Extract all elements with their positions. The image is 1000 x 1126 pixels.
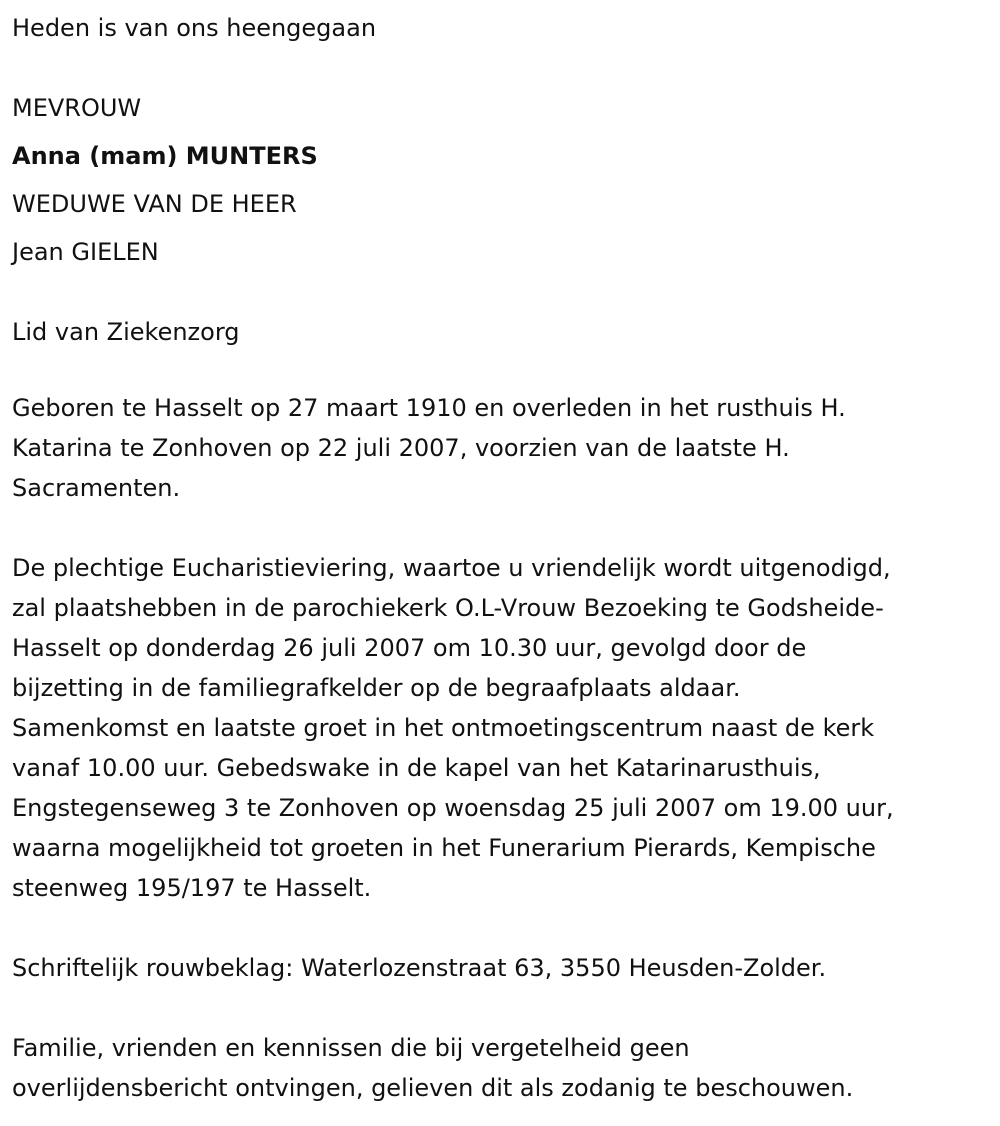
paragraph-line: Sacramenten.: [12, 474, 181, 502]
paragraph-line: steenweg 195/197 te Hasselt.: [12, 874, 372, 902]
paragraph-line: Samenkomst en laatste groet in het ontmoetingscentrum naast de kerk: [12, 714, 875, 742]
paragraph-line: bijzetting in de familiegrafkelder op de begraafplaats aldaar.: [12, 674, 741, 702]
spacer: [12, 276, 992, 308]
spacer: [12, 508, 992, 548]
title-prefix: MEVROUW: [12, 94, 142, 122]
paragraph-line: zal plaatshebben in de parochiekerk O.L-Vrouw Bezoeking te Godsheide-: [12, 594, 884, 622]
paragraph-line: vanaf 10.00 uur. Gebedswake in de kapel van het Katarinarusthuis,: [12, 754, 821, 782]
membership-line: Lid van Ziekenzorg: [12, 318, 240, 346]
paragraph-line: overlijdensbericht ontvingen, gelieven dit als zodanig te beschouwen.: [12, 1074, 854, 1102]
paragraph-line: Familie, vrienden en kennissen die bij vergetelheid geen: [12, 1034, 690, 1062]
spacer: [12, 908, 992, 948]
spacer: [12, 52, 992, 84]
paragraph-line: De plechtige Eucharistieviering, waartoe u vriendelijk wordt uitgenodigd,: [12, 554, 891, 582]
closing-paragraph: [12, 1028, 992, 1108]
paragraph-line: Katarina te Zonhoven op 22 juli 2007, voorzien van de laatste H.: [12, 434, 790, 462]
spouse-name: Jean GIELEN: [12, 238, 159, 266]
paragraph-line: Hasselt op donderdag 26 juli 2007 om 10.30 uur, gevolgd door de: [12, 634, 807, 662]
paragraph-line: waarna mogelijkheid tot groeten in het Funerarium Pierards, Kempische: [12, 834, 876, 862]
paragraph-line: Geboren te Hasselt op 27 maart 1910 en overleden in het rusthuis H.: [12, 394, 846, 422]
ceremony-paragraph: [12, 548, 992, 908]
condolence-address: Schriftelijk rouwbeklag: Waterlozenstraat 63, 3550 Heusden-Zolder.: [12, 954, 827, 982]
birth-death-paragraph: [12, 388, 992, 508]
spacer: [12, 356, 992, 388]
paragraph-line: Engstegenseweg 3 te Zonhoven op woensdag 25 juli 2007 om 19.00 uur,: [12, 794, 894, 822]
intro-line: Heden is van ons heengegaan: [12, 14, 377, 42]
condolence-paragraph: [12, 948, 992, 988]
deceased-name: Anna (mam) MUNTERS: [12, 142, 318, 170]
spacer: [12, 988, 992, 1028]
widow-of-line: WEDUWE VAN DE HEER: [12, 190, 297, 218]
